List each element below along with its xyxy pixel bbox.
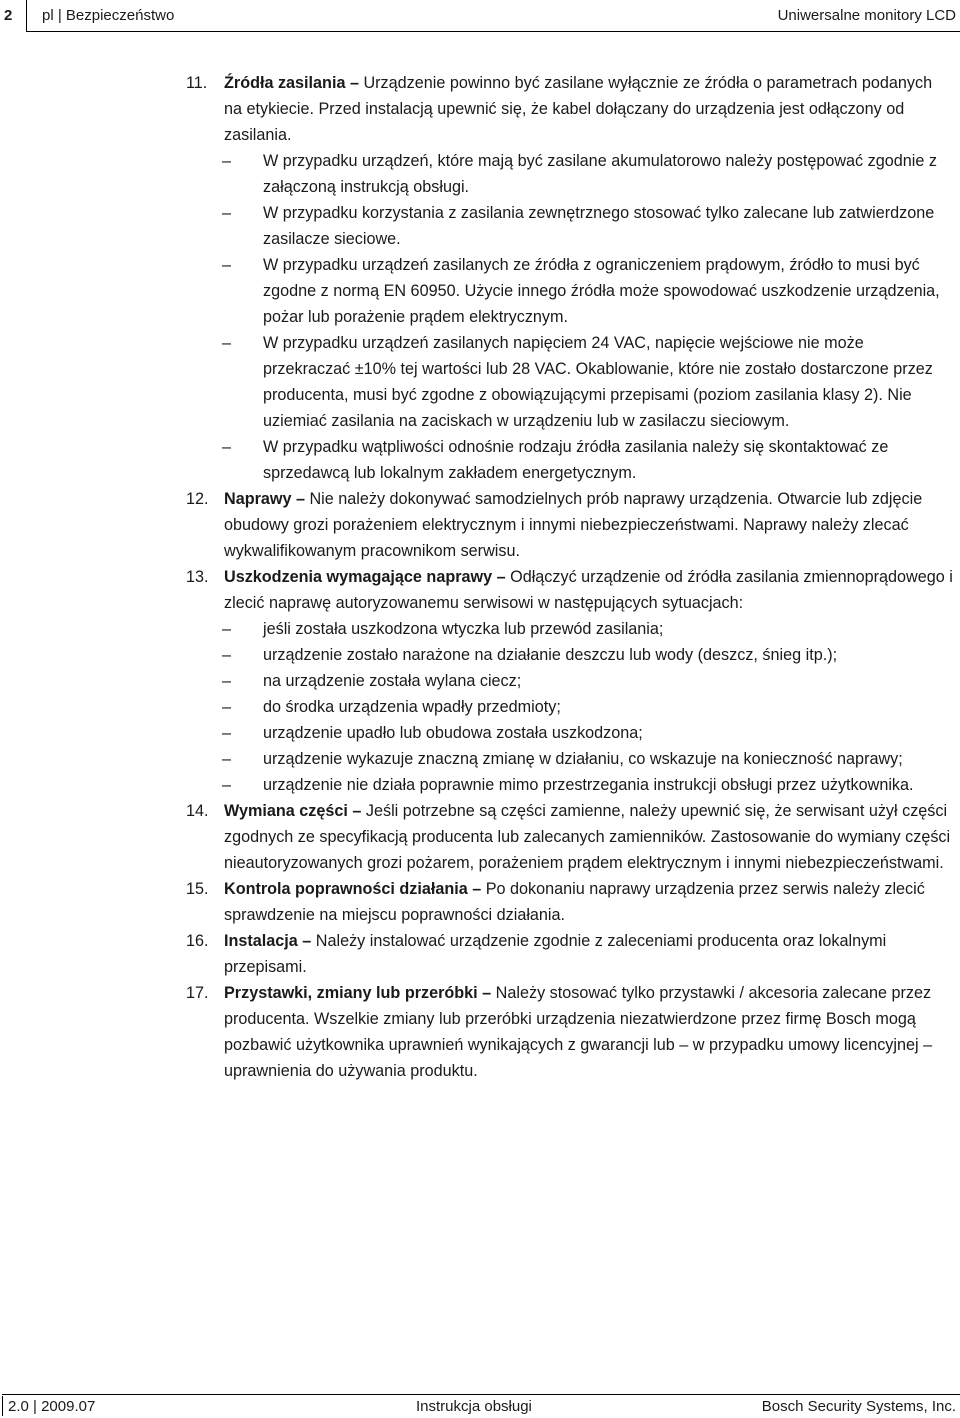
sub-item: – W przypadku korzystania z zasilania zewnętrznego stosować tylko zalecane lub zatwierdzone zasilacze sieciowe. xyxy=(223,200,954,252)
item-title: Wymiana części – xyxy=(224,802,362,820)
item-title: Kontrola poprawności działania – xyxy=(224,880,482,898)
page-header xyxy=(0,0,960,32)
sub-item: – urządzenie wykazuje znaczną zmianę w działaniu, co wskazuje na konieczność naprawy; xyxy=(223,746,954,772)
dash-bullet: – xyxy=(222,152,232,170)
sub-item: – urządzenie nie działa poprawnie mimo przestrzegania instrukcji obsługi przez użytkownika. xyxy=(223,772,954,798)
list-item-14 xyxy=(0,798,960,876)
sub-item: – W przypadku urządzeń zasilanych ze źródła z ograniczeniem prądowym, źródło to musi być zgodne z normą EN 60950. Użycie innego źródła może spowodować uszkodzenie urządzenia, pożar lub porażenie prądem elektrycznym. xyxy=(223,252,954,330)
sub-item: – W przypadku urządzeń, które mają być zasilane akumulatorowo należy postępować zgodnie z załączoną instrukcją obsługi. xyxy=(223,148,954,200)
dash-bullet: – xyxy=(222,438,232,456)
list-item-17 xyxy=(0,980,960,1084)
safety-list xyxy=(0,70,960,1084)
list-item-15 xyxy=(0,876,960,928)
item-title: Naprawy – xyxy=(224,490,305,508)
dash-bullet: – xyxy=(222,204,232,222)
list-item-16 xyxy=(0,928,960,980)
item-text: Po dokonaniu naprawy urządzenia przez serwis należy zlecić sprawdzenie na miejscu poprawności działania. xyxy=(224,880,925,924)
sub-item: – jeśli została uszkodzona wtyczka lub przewód zasilania; xyxy=(223,616,954,642)
item-number: 15. xyxy=(186,880,209,898)
item-number: 16. xyxy=(186,932,209,950)
item-text: Urządzenie powinno być zasilane wyłącznie ze źródła o parametrach podanych na etykiecie. Przed instalacją upewnić się, że kabel dołączany do urządzenia jest odłączony od zasilania. xyxy=(224,74,933,144)
item-title: Instalacja – xyxy=(224,932,312,950)
item-title: Źródła zasilania – xyxy=(224,74,359,92)
item-number: 11. xyxy=(186,74,208,92)
dash-bullet: – xyxy=(222,334,232,352)
dash-bullet: – xyxy=(222,698,232,716)
footer-rule xyxy=(2,1394,960,1395)
page-footer xyxy=(0,1394,960,1418)
sub-list xyxy=(224,616,954,798)
item-number: 14. xyxy=(186,802,209,820)
sub-item: – W przypadku urządzeń zasilanych napięciem 24 VAC, napięcie wejściowe nie może przekraczać ±10% tej wartości lub 28 VAC. Okablowanie, które nie zostało dostarczone przez producenta, musi być zgodne z obowiązującymi przepisami (poziom zasilania klasy 2). Nie uziemiać zasilania na zaciskach w urządzeniu lub w zasilaczu sieciowym. xyxy=(223,330,954,434)
dash-bullet: – xyxy=(222,776,232,794)
item-text: Należy stosować tylko przystawki / akcesoria zalecane przez producenta. Wszelkie zmiany lub przeróbki urządzenia niezatwierdzone przez firmę Bosch mogą pozbawić użytkownika uprawnień wynikających z gwarancji lub – w przypadku umowy licencyjnej – uprawnienia do używania produktu. xyxy=(224,984,933,1080)
dash-bullet: – xyxy=(222,750,232,768)
list-item-12 xyxy=(0,486,960,564)
sub-item: – urządzenie zostało narażone na działanie deszczu lub wody (deszcz, śnieg itp.); xyxy=(223,642,954,668)
header-divider xyxy=(26,0,27,32)
sub-item: – W przypadku wątpliwości odnośnie rodzaju źródła zasilania należy się skontaktować ze sprzedawcą lub lokalnym zakładem energetycznym. xyxy=(223,434,954,486)
dash-bullet: – xyxy=(222,646,232,664)
dash-bullet: – xyxy=(222,724,232,742)
dash-bullet: – xyxy=(222,672,232,690)
item-text: Jeśli potrzebne są części zamienne, należy upewnić się, że serwisant użył części zgodnych ze specyfikacją producenta lub zalecanych zamienników. Zastosowanie do wymiany części nieautoryzowanych grozi pożarem, porażeniem prądem elektrycznym i innymi niebezpieczeństwami. xyxy=(224,802,951,872)
header-section: pl | Bezpieczeństwo xyxy=(42,7,175,24)
item-number: 17. xyxy=(186,984,209,1002)
list-item-13 xyxy=(0,564,960,798)
list-item-11 xyxy=(0,70,960,486)
item-text: Należy instalować urządzenie zgodnie z zaleceniami producenta oraz lokalnymi przepisami. xyxy=(224,932,887,976)
footer-doc-type: Instrukcja obsługi xyxy=(416,1398,532,1415)
header-title: Uniwersalne monitory LCD xyxy=(777,7,956,24)
footer-company: Bosch Security Systems, Inc. xyxy=(761,1398,956,1415)
dash-bullet: – xyxy=(222,256,232,274)
item-title: Uszkodzenia wymagające naprawy – xyxy=(224,568,506,586)
item-text: Odłączyć urządzenie od źródła zasilania zmiennoprądowego i zlecić naprawę autoryzowanemu serwisowi w następujących sytuacjach: xyxy=(224,568,953,612)
footer-version: 2.0 | 2009.07 xyxy=(8,1398,96,1415)
page-number: 2 xyxy=(4,7,13,24)
sub-item: – do środka urządzenia wpadły przedmioty; xyxy=(223,694,954,720)
item-title: Przystawki, zmiany lub przeróbki – xyxy=(224,984,492,1002)
item-text: Nie należy dokonywać samodzielnych prób naprawy urządzenia. Otwarcie lub zdjęcie obudowy grozi porażeniem elektrycznym i innymi niebezpieczeństwami. Naprawy należy zlecać wykwalifikowanym pracownikom serwisu. xyxy=(224,490,923,560)
sub-item: – urządzenie upadło lub obudowa została uszkodzona; xyxy=(223,720,954,746)
dash-bullet: – xyxy=(222,620,232,638)
item-number: 12. xyxy=(186,490,209,508)
item-number: 13. xyxy=(186,568,209,586)
header-rule xyxy=(26,31,960,32)
sub-item: – na urządzenie została wylana ciecz; xyxy=(223,668,954,694)
footer-divider xyxy=(2,1396,3,1416)
sub-list xyxy=(224,148,954,486)
